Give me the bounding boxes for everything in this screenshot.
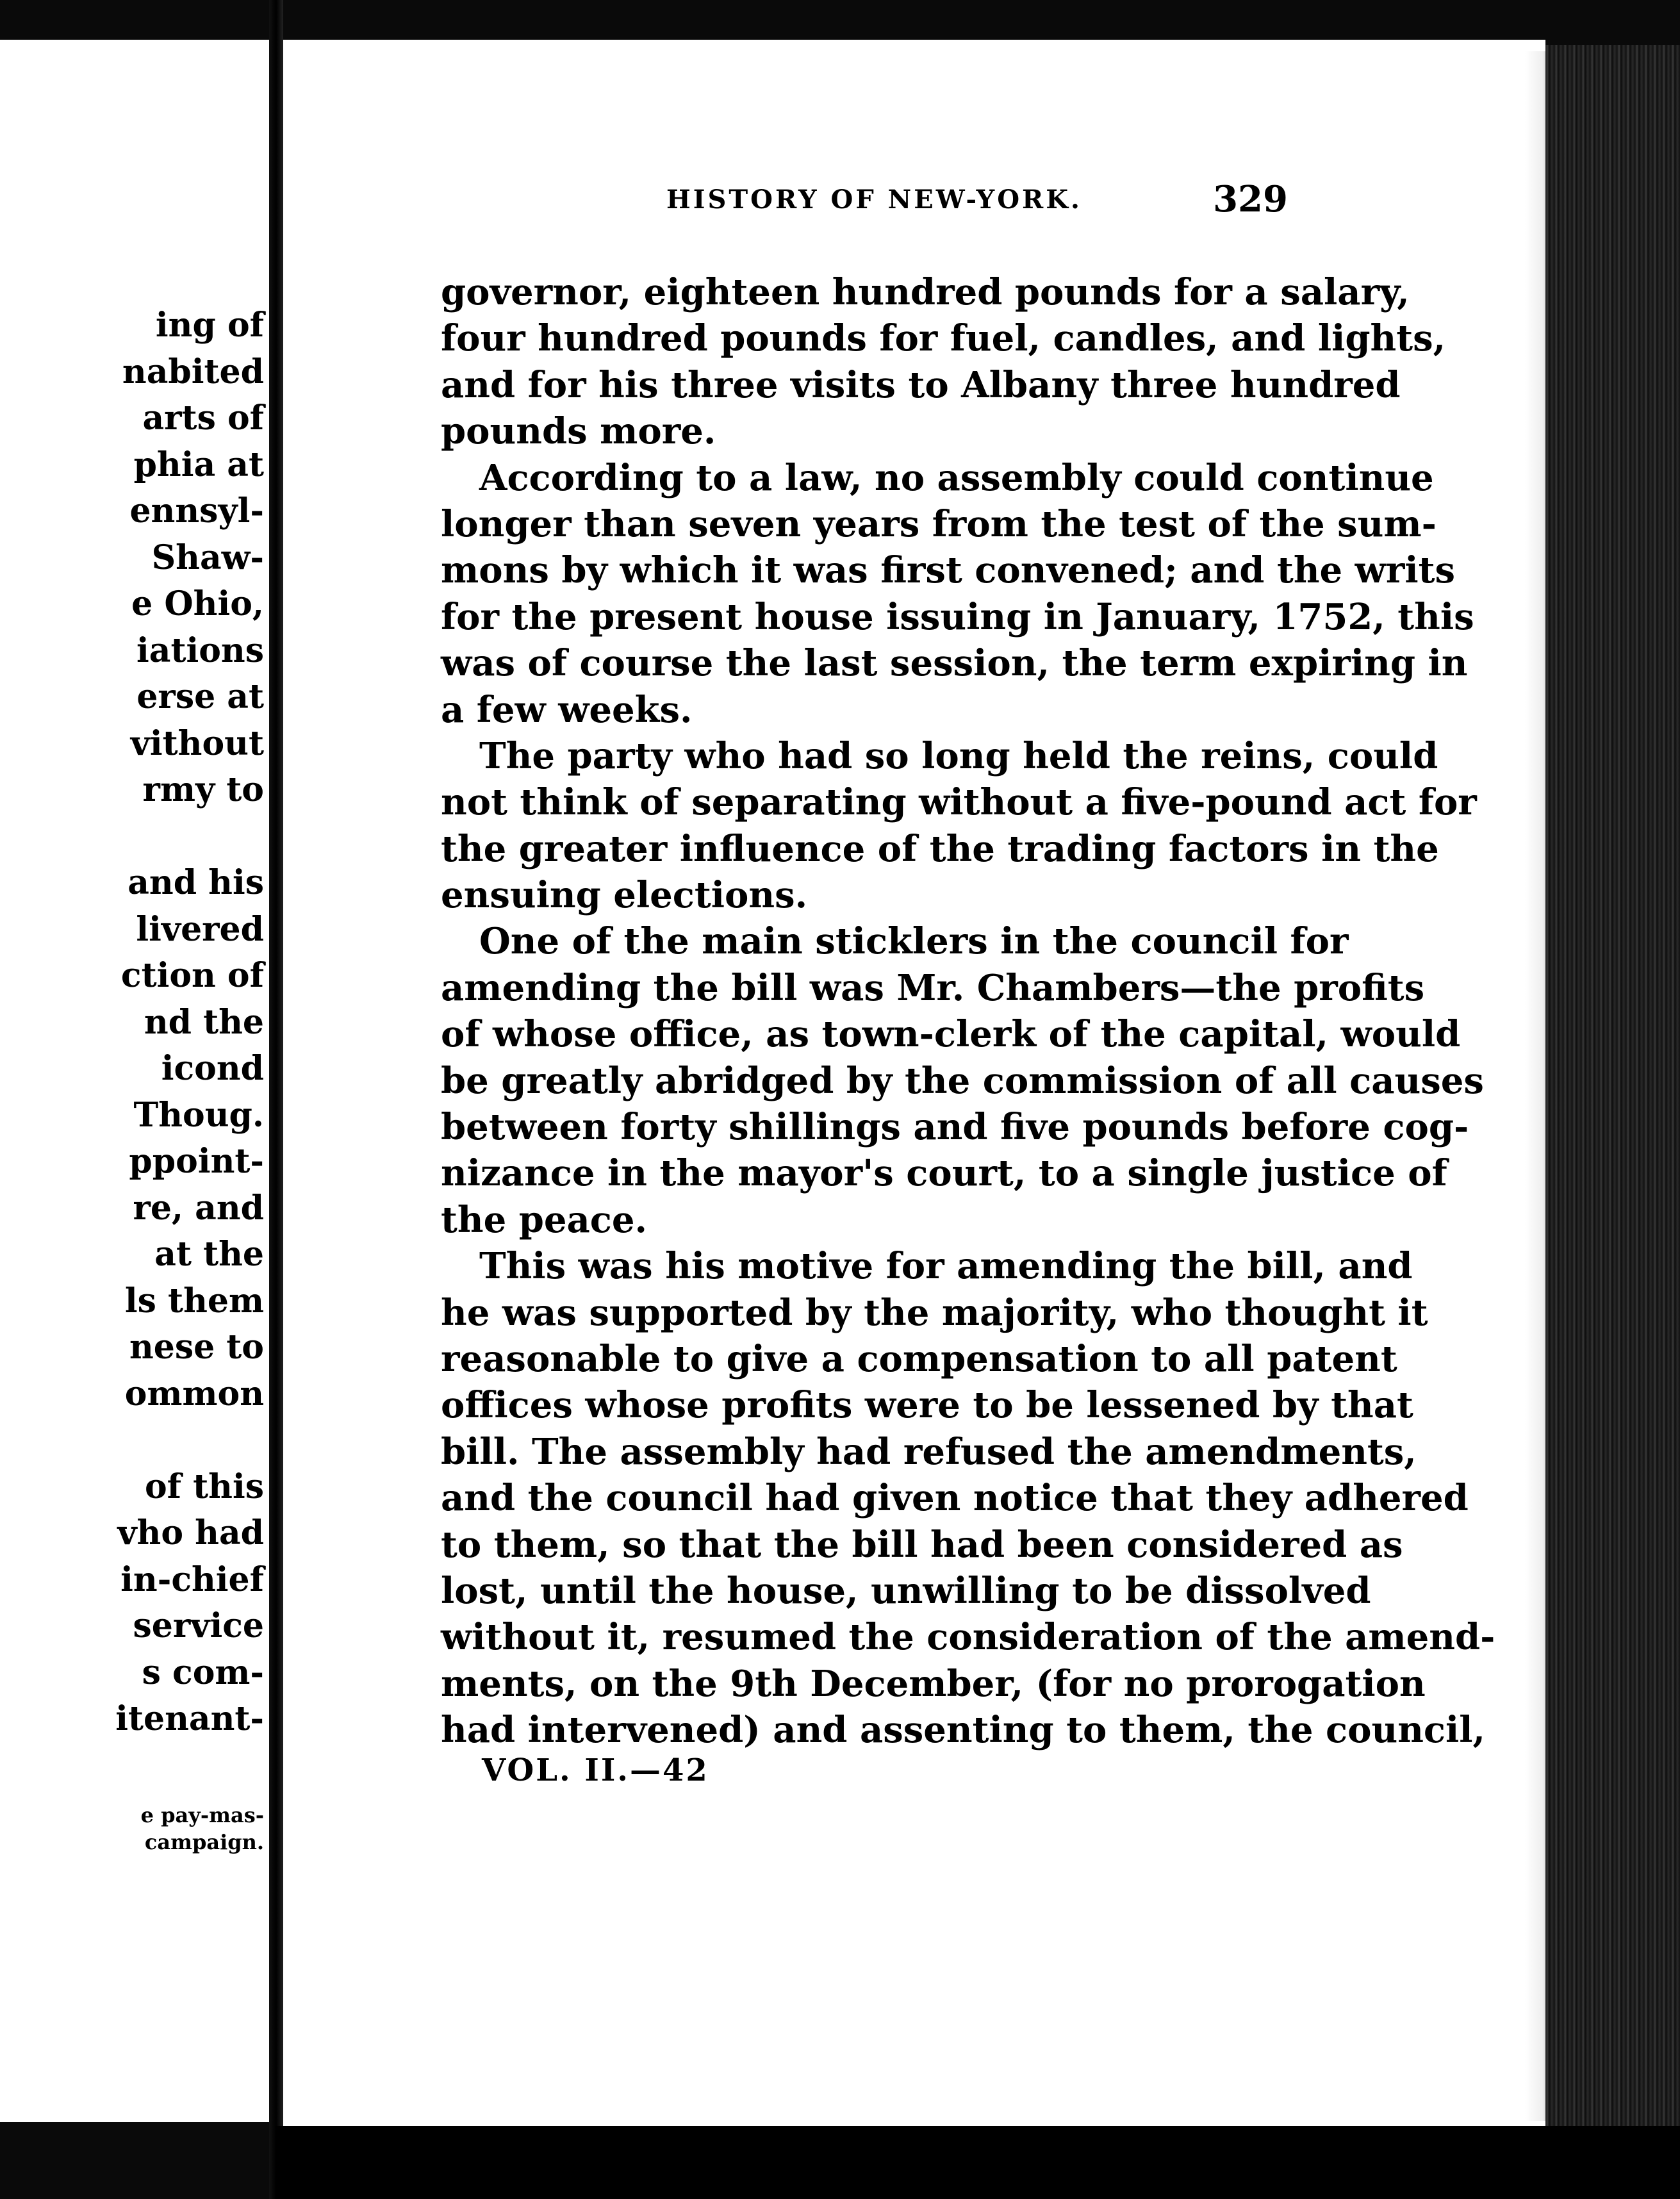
facing-page-line: nabited — [122, 352, 264, 391]
body-text — [441, 269, 1495, 1754]
text-line: governor, eighteen hundred pounds for a salary, — [441, 271, 1410, 313]
running-head: HISTORY OF NEW-YORK. — [666, 185, 1082, 215]
facing-page-line: and his — [128, 863, 264, 902]
facing-page-line: in-chief — [120, 1560, 264, 1599]
facing-page-line: ppoint- — [129, 1142, 264, 1181]
text-line: four hundred pounds for fuel, candles, and lights, — [441, 317, 1446, 360]
text-line: was of course the last session, the term expiring in — [441, 642, 1468, 685]
text-line: a few weeks. — [441, 688, 693, 731]
facing-page-line: Shaw- — [151, 538, 264, 577]
facing-page-line: ommon — [124, 1374, 264, 1413]
text-line: and for his three visits to Albany three hundred — [441, 363, 1401, 406]
facing-page-line: service — [133, 1606, 264, 1645]
facing-page-line: at the — [154, 1235, 264, 1274]
text-line: the peace. — [441, 1198, 647, 1241]
text-line: and the council had given notice that they adhered — [441, 1477, 1469, 1520]
text-line: be greatly abridged by the commission of all causes — [441, 1059, 1484, 1102]
facing-page-line: erse at — [136, 677, 264, 716]
text-line: to them, so that the bill had been considered as — [441, 1523, 1403, 1566]
text-line: According to a law, no assembly could continue — [479, 456, 1434, 499]
facing-page-line: ing of — [155, 306, 264, 345]
scan-bottom-shadow — [276, 2126, 1680, 2199]
text-line: One of the main sticklers in the council for — [479, 920, 1349, 963]
text-line: bill. The assembly had refused the amendments, — [441, 1430, 1417, 1473]
text-line: between forty shillings and five pounds before cog- — [441, 1106, 1469, 1149]
facing-page-footnote-line: campaign. — [144, 1830, 264, 1854]
facing-page-text — [0, 302, 264, 1743]
facing-page-line: nese to — [129, 1328, 264, 1367]
facing-page-line: rmy to — [142, 770, 264, 809]
text-line: he was supported by the majority, who thought it — [441, 1291, 1428, 1334]
facing-page-line: s com- — [142, 1652, 264, 1692]
facing-page-line: of this — [144, 1467, 264, 1506]
facing-page-footnote-line: e pay-mas- — [140, 1803, 264, 1827]
facing-page-line — [0, 814, 264, 861]
text-line: offices whose profits were to be lessened by that — [441, 1384, 1413, 1427]
facing-page-line: nd the — [144, 1002, 264, 1042]
text-line: nizance in the mayor's court, to a single justice of — [441, 1152, 1447, 1195]
text-line: mons by which it was first convened; and the writs — [441, 549, 1456, 592]
text-line: pounds more. — [441, 410, 716, 453]
facing-page-line: icond — [161, 1049, 264, 1088]
facing-page-line: e Ohio, — [131, 584, 264, 623]
facing-page-line: vho had — [117, 1513, 264, 1552]
text-line: amending the bill was Mr. Chambers—the profits — [441, 966, 1425, 1009]
text-line: reasonable to give a compensation to all patent — [441, 1337, 1397, 1380]
page-edges — [1545, 45, 1680, 2134]
text-line: for the present house issuing in January, 1752, this — [441, 595, 1474, 638]
text-line: This was his motive for amending the bill, and — [479, 1245, 1413, 1288]
facing-page-line: livered — [136, 909, 264, 949]
facing-page-line: ennsyl- — [129, 491, 264, 531]
text-line: the greater influence of the trading factors in the — [441, 827, 1439, 870]
signature-mark: VOL. II.—42 — [482, 1752, 709, 1788]
text-line: lost, until the house, unwilling to be dissolved — [441, 1569, 1371, 1612]
text-line: had intervened) and assenting to them, the council, — [441, 1709, 1486, 1752]
facing-page-line: phia at — [133, 445, 264, 484]
facing-page-line: Thoug. — [133, 1095, 264, 1135]
book-gutter — [269, 0, 283, 2199]
facing-page-line: vithout — [130, 723, 264, 763]
text-line: without it, resumed the consideration of the amend- — [441, 1616, 1495, 1659]
page-number: 329 — [1213, 178, 1288, 220]
facing-page-line: ction of — [120, 956, 264, 995]
facing-page-line: re, and — [133, 1188, 264, 1228]
text-line: ments, on the 9th December, (for no prorogation — [441, 1662, 1426, 1705]
facing-page-footnote — [141, 1802, 264, 1856]
facing-page-line: itenant- — [115, 1699, 264, 1738]
text-line: not think of separating without a five-pound act for — [441, 781, 1477, 824]
text-line: ensuing elections. — [441, 874, 808, 917]
facing-page-line: iations — [136, 630, 264, 670]
text-line: longer than seven years from the test of the sum- — [441, 502, 1437, 545]
facing-page-line: arts of — [142, 399, 264, 438]
facing-page-line: ls them — [124, 1281, 264, 1321]
text-line: of whose office, as town-clerk of the capital, would — [441, 1013, 1461, 1056]
facing-page-line — [0, 1417, 264, 1464]
text-line: The party who had so long held the reins, could — [479, 734, 1438, 777]
facing-page-left — [0, 40, 269, 2122]
